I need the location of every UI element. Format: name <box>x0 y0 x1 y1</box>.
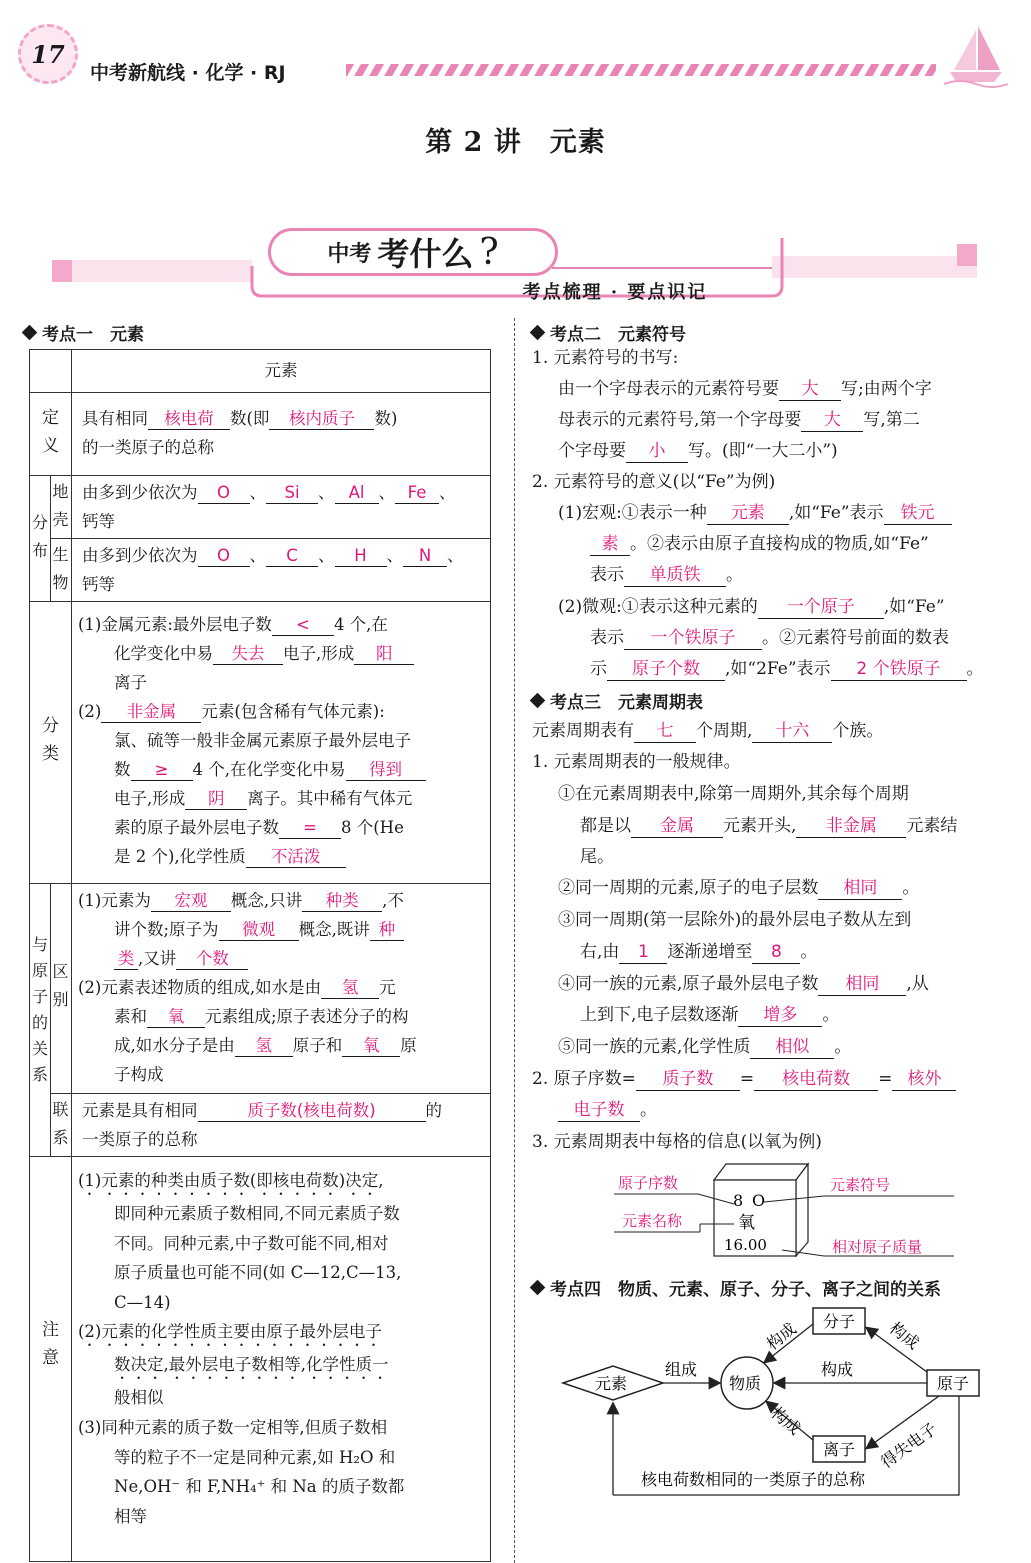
page-number: 17 <box>31 39 65 69</box>
table-header: 元素 <box>264 361 298 380</box>
diamond-icon <box>530 325 546 341</box>
s3-line-9: ④同一族的元素,原子最外层电子数 相同 ,从 <box>558 974 929 994</box>
diamond-icon <box>22 325 38 341</box>
link-text: 元素是具有相同 质子数(核电荷数) 的 一类原子的总称 <box>82 1101 442 1149</box>
s2-line-2: 由一个字母表示的元素符号要 大 写;由两个字 <box>558 379 932 399</box>
s2-line-5: 2. 元素符号的意义(以“Fe”为例) <box>532 472 776 492</box>
row-label-notes: 注 意 <box>42 1320 59 1368</box>
s3-line-11: ⑤同一族的元素,化学性质 相似 。 <box>558 1037 852 1057</box>
banner-prefix: 中考 <box>327 241 372 267</box>
s2-line-6: (1)宏观:①表示一种 元素 ,如“Fe”表示 铁元 <box>558 498 952 529</box>
row-label-definition: 定 义 <box>42 408 59 456</box>
cell-mass: 16.00 <box>724 1236 767 1254</box>
relation-diagram <box>555 1300 995 1530</box>
label-name: 元素名称 <box>622 1212 683 1230</box>
section3-heading: 考点三 元素周期表 <box>532 688 703 713</box>
notes-text: (1)元素的种类由质子数(即核电荷数)决定, 即同种元素质子数相同,不同元素质子数 不同。同种元素,中子数可能不同,相对 原子质量也可能不同(如 C—12,C—13, C—14) (2)元素的化学性质主要由原子最外层电子 数决定,最外层电子数相等,化学性质一 般相似 (3)同种元素的质子数一定相等,但质子数相 等的粒子不一定是同种元素,如 H₂O 和 Ne,OH⁻ 和 F,NH₄⁺ 和 Na 的质子数都 相等 <box>78 1171 405 1526</box>
edge-constitute-atom-molecule: 构成 <box>885 1318 923 1354</box>
s3-line-12: 2. 原子序数= 质子数 = 核电荷数 = 核外 <box>532 1064 956 1095</box>
page-number-badge <box>18 24 78 84</box>
s3-line-6: ②同一周期的元素,原子的电子层数 相同 。 <box>558 878 920 898</box>
s3-line-2: 1. 元素周期表的一般规律。 <box>532 752 741 772</box>
classification-text: (1)金属元素:最外层电子数 < 4 个,在 化学变化中易 失去 电子,形成 阳 离子 (2) 非金属 元素(包含稀有气体元素): 氯、硫等一般非金属元素原子最外层电子 数 ≥ 4 个,在化学变化中易 得到 电子,形成 阴 离子。其中稀有气体元 素的原子最外层电子数 = 8 个(He 是 2 个),化学性质 不活泼 <box>78 610 490 871</box>
cell-atomic-number: 8 <box>733 1191 744 1210</box>
edge-constitute-molecule: 构成 <box>762 1319 800 1354</box>
cell-symbol: O <box>752 1191 766 1210</box>
sailboat-icon <box>940 22 1012 90</box>
s2-line-11: 示 原子个数 ,如“2Fe”表示 2 个铁原子 。 <box>590 659 984 679</box>
row-label-distribution: 分 布 <box>31 513 48 560</box>
crust-text: 由多到少依次为 O 、 Si 、 Al 、 Fe 、 钙等 <box>82 483 456 531</box>
definition-text: 具有相同 核电荷 数(即 核内质子 数) 的一类原子的总称 <box>82 409 398 457</box>
s2-line-1: 1. 元素符号的书写: <box>532 348 679 368</box>
s2-line-8: 表示 单质铁 。 <box>590 565 743 585</box>
diamond-icon <box>530 1280 546 1296</box>
label-mass: 相对原子质量 <box>832 1238 923 1256</box>
section1-heading: 考点一 元素 <box>24 320 144 345</box>
row-label-biology: 生 物 <box>52 545 69 592</box>
banner-main: 考什么 <box>377 235 474 273</box>
label-atomic-number: 原子序数 <box>618 1174 679 1192</box>
element-summary-table <box>29 349 491 1562</box>
s3-line-3: ①在元素周期表中,除第一周期外,其余每个周期 <box>558 784 909 804</box>
node-ion: 离子 <box>823 1440 856 1459</box>
difference-text: (1)元素为 宏观 概念,只讲 种类 ,不 讲个数;原子为 微观 概念,既讲 种 类 ,又讲 个数 (2)元素表述物质的组成,如水是由 氢 元 素和 氧 元素组成;原子表述分子的构 成,如水分子是由 氢 原子和 氧 原 子构成 <box>78 891 417 1084</box>
row-label-difference: 区 别 <box>52 962 69 1009</box>
s2-line-9: (2)微观:①表示这种元素的 一个原子 ,如“Fe” <box>558 597 945 617</box>
node-atom: 原子 <box>937 1374 970 1393</box>
row-label-link: 联 系 <box>52 1100 69 1147</box>
node-molecule: 分子 <box>823 1312 856 1331</box>
edge-gain-lose: 得失电子 <box>877 1418 941 1472</box>
lesson-title: 第 2 讲 元素 <box>425 127 606 158</box>
s2-line-4: 个字母要 小 写。(即“一大二小”) <box>558 441 838 461</box>
s2-line-7: 素 。②表示由原子直接构成的物质,如“Fe” <box>590 529 929 560</box>
s2-line-3: 母表示的元素符号,第一个字母要 大 写,第二 <box>558 410 920 430</box>
row-label-classification: 分 类 <box>42 716 59 764</box>
s3-line-5: 尾。 <box>580 847 614 867</box>
section4-heading: 考点四 物质、元素、原子、分子、离子之间的关系 <box>532 1275 941 1300</box>
diagram-caption: 核电荷数相同的一类原子的总称 <box>641 1470 866 1489</box>
banner-title <box>268 228 558 276</box>
biology-text: 由多到少依次为 O 、 C 、 H 、 N 、 钙等 <box>82 546 464 594</box>
section2-heading: 考点二 元素符号 <box>532 320 686 345</box>
row-label-crust: 地 壳 <box>52 482 69 529</box>
label-symbol: 元素符号 <box>830 1176 891 1194</box>
s3-line-4: 都是以 金属 元素开头, 非金属 元素结 <box>580 816 958 836</box>
column-divider <box>514 318 515 1563</box>
banner-subtitle: 考点梳理 · 要点识记 <box>522 282 708 303</box>
header-stripe <box>346 64 936 76</box>
s3-line-14: 3. 元素周期表中每格的信息(以氧为例) <box>532 1132 822 1152</box>
edge-compose: 组成 <box>665 1360 698 1379</box>
edge-constitute-ion: 构成 <box>767 1403 805 1439</box>
row-label-relation: 与 原 子 的 关 系 <box>31 935 48 1084</box>
edge-constitute-atom: 构成 <box>821 1360 854 1379</box>
s3-line-8: 右,由 1 逐渐递增至 8 。 <box>580 942 818 962</box>
node-matter: 物质 <box>729 1374 762 1393</box>
s2-line-10: 表示 一个铁原子 。②元素符号前面的数表 <box>590 628 949 648</box>
s3-line-13: 电子数 。 <box>558 1095 657 1126</box>
s3-line-7: ③同一周期(第一层除外)的最外层电子数从左到 <box>558 910 912 930</box>
periodic-cell-diagram <box>600 1160 980 1260</box>
book-title: 中考新航线 · 化学 · RJ <box>90 62 286 84</box>
s3-line-1: 元素周期表有 七 个周期, 十六 个族。 <box>532 721 884 741</box>
node-element: 元素 <box>595 1374 628 1393</box>
diamond-icon <box>530 693 546 709</box>
banner-question-mark: ? <box>479 231 499 273</box>
cell-name: 氧 <box>738 1213 755 1233</box>
s3-line-10: 上到下,电子层数逐渐 增多 。 <box>580 1005 840 1025</box>
